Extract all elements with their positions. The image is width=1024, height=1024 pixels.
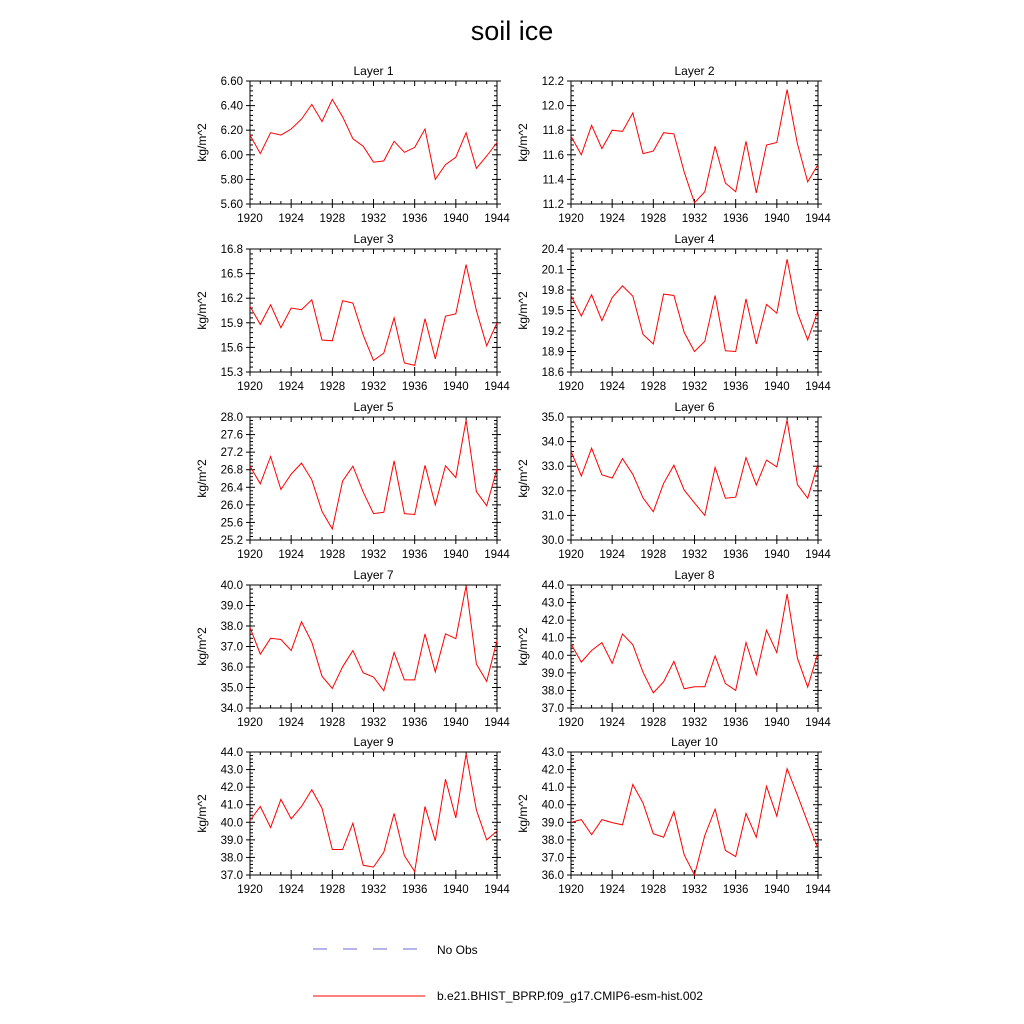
panel-layer-9: [195, 735, 510, 896]
x-tick-label: 1936: [401, 213, 428, 225]
x-tick-label: 1924: [599, 381, 625, 393]
y-tick-label: 34.0: [541, 436, 564, 449]
x-tick-label: 1932: [681, 549, 708, 561]
y-tick-label: 30.0: [541, 535, 564, 547]
x-tick-label: 1940: [764, 884, 790, 896]
y-tick-label: 39.0: [220, 834, 243, 847]
y-tick-label: 6.00: [220, 149, 243, 162]
y-tick-label: 39.0: [541, 817, 564, 830]
y-tick-label: 35.0: [541, 412, 564, 424]
y-tick-label: 40.0: [220, 580, 243, 592]
y-tick-label: 38.0: [220, 621, 243, 633]
panel-title-layer-7: Layer 7: [353, 568, 394, 582]
y-tick-label: 15.6: [220, 342, 243, 355]
panel-layer-5: [195, 400, 510, 561]
y-tick-label: 43.0: [220, 764, 243, 777]
x-tick-label: 1936: [722, 213, 749, 225]
y-tick-label: 18.9: [541, 346, 564, 359]
plot-frame-layer-2: [571, 81, 818, 204]
y-tick-label: 6.20: [220, 125, 243, 138]
y-tick-label: 25.6: [220, 517, 243, 530]
x-tick-label: 1928: [640, 213, 667, 225]
x-tick-label: 1944: [805, 549, 831, 561]
x-tick-label: 1940: [764, 549, 790, 561]
series-line-layer-9: [250, 754, 497, 872]
y-tick-label: 16.2: [220, 293, 243, 306]
y-tick-label: 15.9: [220, 317, 243, 330]
y-tick-label: 12.0: [541, 100, 564, 113]
plot-frame-layer-4: [571, 249, 818, 372]
x-tick-label: 1920: [237, 213, 263, 225]
x-tick-label: 1920: [237, 717, 263, 729]
x-tick-label: 1944: [805, 717, 831, 729]
panel-layer-4: [516, 232, 831, 393]
panel-title-layer-1: Layer 1: [353, 64, 394, 78]
x-tick-label: 1920: [237, 381, 263, 393]
panel-layer-10: [516, 735, 831, 896]
y-tick-label: 6.60: [220, 76, 243, 88]
series-line-layer-2: [571, 90, 818, 203]
y-tick-label: 43.0: [541, 597, 564, 610]
y-tick-label: 11.2: [542, 199, 564, 211]
y-tick-label: 20.1: [541, 264, 564, 277]
x-tick-label: 1928: [319, 884, 346, 896]
x-tick-label: 1944: [805, 213, 831, 225]
y-tick-label: 37.0: [220, 641, 243, 654]
x-tick-label: 1936: [722, 381, 749, 393]
panel-title-layer-3: Layer 3: [353, 232, 394, 246]
x-tick-label: 1920: [558, 717, 584, 729]
panel-layer-2: [516, 64, 831, 225]
panel-title-layer-5: Layer 5: [353, 400, 394, 414]
plot-frame-layer-6: [571, 417, 818, 540]
x-tick-label: 1940: [443, 213, 469, 225]
x-tick-label: 1936: [401, 717, 428, 729]
x-tick-label: 1944: [484, 717, 510, 729]
x-tick-label: 1932: [360, 884, 387, 896]
plot-frame-layer-9: [250, 752, 497, 875]
panel-title-layer-2: Layer 2: [674, 64, 715, 78]
y-tick-label: 6.40: [220, 100, 243, 113]
legend-label-no-obs: No Obs: [437, 943, 478, 957]
x-tick-label: 1944: [484, 381, 510, 393]
y-tick-label: 27.6: [220, 429, 243, 442]
y-tick-label: 5.80: [220, 174, 243, 187]
panel-title-layer-10: Layer 10: [671, 735, 718, 749]
x-tick-label: 1924: [278, 717, 304, 729]
y-tick-label: 35.0: [220, 682, 243, 695]
x-tick-label: 1920: [558, 213, 584, 225]
x-tick-label: 1940: [443, 717, 469, 729]
x-tick-label: 1924: [599, 213, 625, 225]
y-tick-label: 38.0: [541, 834, 564, 847]
series-line-layer-8: [571, 594, 818, 693]
series-line-layer-10: [571, 769, 818, 875]
y-tick-label: 38.0: [220, 852, 243, 865]
legend-label-model-run: b.e21.BHIST_BPRP.f09_g17.CMIP6-esm-hist.002: [437, 989, 703, 1003]
y-tick-label: 42.0: [220, 782, 243, 795]
y-axis-label-layer-5: kg/m^2: [195, 459, 209, 498]
x-tick-label: 1928: [640, 717, 667, 729]
y-tick-label: 41.0: [541, 632, 564, 645]
y-tick-label: 36.0: [541, 870, 564, 882]
x-tick-label: 1928: [640, 549, 667, 561]
x-tick-label: 1944: [805, 381, 831, 393]
y-tick-label: 42.0: [541, 615, 564, 628]
y-tick-label: 32.0: [541, 485, 564, 498]
y-tick-label: 15.3: [220, 367, 243, 379]
y-axis-label-layer-6: kg/m^2: [516, 459, 530, 498]
y-tick-label: 25.2: [220, 535, 243, 547]
y-tick-label: 38.0: [541, 685, 564, 698]
y-tick-label: 39.0: [220, 600, 243, 613]
x-tick-label: 1924: [599, 717, 625, 729]
y-tick-label: 37.0: [541, 852, 564, 865]
y-tick-label: 12.2: [541, 76, 564, 88]
x-tick-label: 1928: [640, 381, 667, 393]
y-tick-label: 43.0: [541, 747, 564, 759]
y-tick-label: 5.60: [220, 199, 243, 211]
panel-layer-8: [516, 568, 831, 729]
y-axis-label-layer-1: kg/m^2: [195, 123, 209, 162]
y-tick-label: 33.0: [541, 461, 564, 474]
y-tick-label: 39.0: [541, 667, 564, 680]
y-tick-label: 41.0: [541, 782, 564, 795]
x-tick-label: 1944: [484, 884, 510, 896]
y-tick-label: 34.0: [220, 703, 243, 715]
x-tick-label: 1932: [360, 549, 387, 561]
x-tick-label: 1932: [360, 717, 387, 729]
x-tick-label: 1928: [319, 549, 346, 561]
y-axis-label-layer-4: kg/m^2: [516, 291, 530, 330]
plot-frame-layer-5: [250, 417, 497, 540]
x-tick-label: 1920: [237, 549, 263, 561]
y-axis-label-layer-3: kg/m^2: [195, 291, 209, 330]
y-tick-label: 40.0: [220, 817, 243, 830]
x-tick-label: 1940: [443, 884, 469, 896]
x-tick-label: 1924: [599, 884, 625, 896]
plot-frame-layer-1: [250, 81, 497, 204]
y-tick-label: 28.0: [220, 412, 243, 424]
x-tick-label: 1936: [401, 549, 428, 561]
y-tick-label: 44.0: [541, 580, 564, 592]
x-tick-label: 1936: [722, 549, 749, 561]
y-tick-label: 26.0: [220, 499, 243, 512]
x-tick-label: 1936: [401, 884, 428, 896]
y-tick-label: 20.4: [541, 244, 564, 256]
y-axis-label-layer-9: kg/m^2: [195, 794, 209, 833]
x-tick-label: 1944: [484, 549, 510, 561]
y-axis-label-layer-2: kg/m^2: [516, 123, 530, 162]
x-tick-label: 1924: [278, 213, 304, 225]
x-tick-label: 1932: [681, 717, 708, 729]
x-tick-label: 1928: [319, 717, 346, 729]
x-tick-label: 1936: [722, 884, 749, 896]
x-tick-label: 1940: [764, 381, 790, 393]
series-line-layer-4: [571, 259, 818, 351]
x-tick-label: 1924: [599, 549, 625, 561]
series-line-layer-3: [250, 265, 497, 366]
panel-title-layer-8: Layer 8: [674, 568, 715, 582]
x-tick-label: 1940: [764, 717, 790, 729]
series-line-layer-1: [250, 99, 497, 179]
y-tick-label: 26.4: [220, 482, 243, 495]
x-tick-label: 1932: [681, 381, 708, 393]
y-tick-label: 31.0: [541, 510, 564, 523]
panel-title-layer-9: Layer 9: [353, 735, 394, 749]
series-line-layer-5: [250, 420, 497, 529]
y-tick-label: 26.8: [220, 464, 243, 477]
y-tick-label: 16.8: [220, 244, 243, 256]
y-tick-label: 11.6: [542, 149, 564, 162]
panel-layer-6: [516, 400, 831, 561]
y-tick-label: 11.8: [542, 125, 564, 138]
y-tick-label: 40.0: [541, 650, 564, 663]
y-axis-label-layer-7: kg/m^2: [195, 627, 209, 666]
x-tick-label: 1944: [484, 213, 510, 225]
x-tick-label: 1940: [443, 381, 469, 393]
x-tick-label: 1928: [640, 884, 667, 896]
x-tick-label: 1936: [401, 381, 428, 393]
x-tick-label: 1920: [558, 381, 584, 393]
x-tick-label: 1928: [319, 381, 346, 393]
y-axis-label-layer-8: kg/m^2: [516, 627, 530, 666]
series-line-layer-7: [250, 586, 497, 691]
y-tick-label: 18.6: [541, 367, 564, 379]
plot-frame-layer-10: [571, 752, 818, 875]
y-tick-label: 11.4: [542, 174, 564, 187]
y-tick-label: 27.2: [220, 447, 243, 460]
panel-layer-3: [195, 232, 510, 393]
panel-title-layer-6: Layer 6: [674, 400, 715, 414]
x-tick-label: 1928: [319, 213, 346, 225]
panel-layer-1: [195, 64, 510, 225]
panel-layer-7: [195, 568, 510, 729]
y-tick-label: 41.0: [220, 799, 243, 812]
x-tick-label: 1924: [278, 381, 304, 393]
y-tick-label: 37.0: [541, 703, 564, 715]
x-tick-label: 1944: [805, 884, 831, 896]
plot-frame-layer-3: [250, 249, 497, 372]
x-tick-label: 1924: [278, 549, 304, 561]
y-tick-label: 44.0: [220, 747, 243, 759]
x-tick-label: 1924: [278, 884, 304, 896]
chart-main-title: soil ice: [470, 16, 554, 46]
x-tick-label: 1920: [237, 884, 263, 896]
x-tick-label: 1932: [360, 381, 387, 393]
x-tick-label: 1932: [360, 213, 387, 225]
y-tick-label: 19.5: [541, 305, 564, 318]
y-tick-label: 42.0: [541, 764, 564, 777]
series-line-layer-6: [571, 420, 818, 515]
y-axis-label-layer-10: kg/m^2: [516, 794, 530, 833]
panel-title-layer-4: Layer 4: [674, 232, 715, 246]
y-tick-label: 19.8: [541, 285, 564, 297]
x-tick-label: 1936: [722, 717, 749, 729]
x-tick-label: 1940: [764, 213, 790, 225]
x-tick-label: 1932: [681, 884, 708, 896]
x-tick-label: 1940: [443, 549, 469, 561]
x-tick-label: 1920: [558, 549, 584, 561]
y-tick-label: 37.0: [220, 870, 243, 882]
y-tick-label: 36.0: [220, 662, 243, 674]
y-tick-label: 40.0: [541, 799, 564, 812]
y-tick-label: 19.2: [541, 326, 564, 338]
x-tick-label: 1920: [558, 884, 584, 896]
x-tick-label: 1932: [681, 213, 708, 225]
y-tick-label: 16.5: [220, 268, 243, 281]
plot-frame-layer-8: [571, 585, 818, 708]
